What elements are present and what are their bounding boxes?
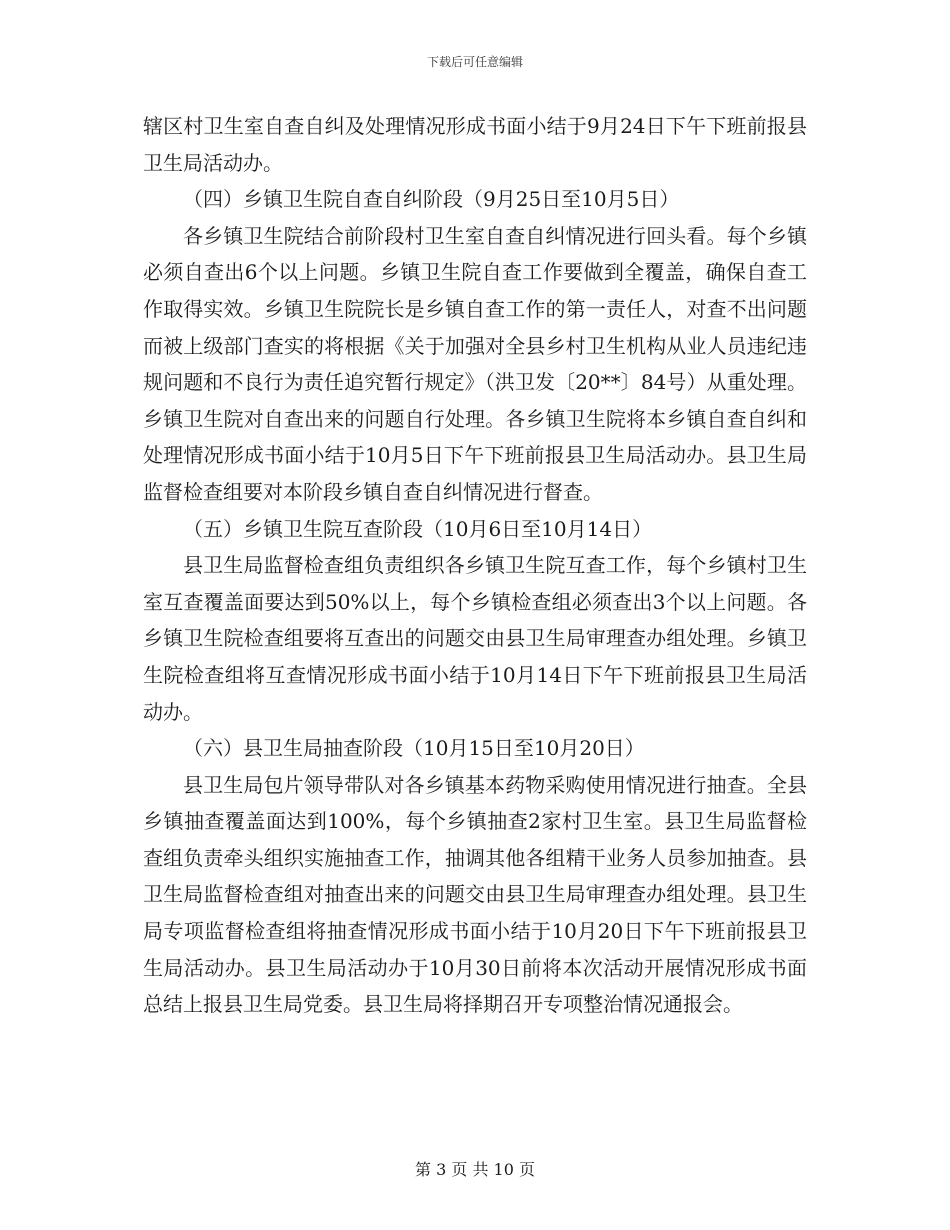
paragraph-body: 县卫生局监督检查组负责组织各乡镇卫生院互查工作，每个乡镇村卫生室互查覆盖面要达到50%以上，每个乡镇检查组必须查出3个以上问题。各乡镇卫生院检查组要将互查出的问题交由县卫生局审理查办组处理。乡镇卫生院检查组将互查情况形成书面小结于10月14日下午下班前报县卫生局活动办。 <box>143 553 807 724</box>
paragraph-body: 各乡镇卫生院结合前阶段村卫生室自查自纠情况进行回头看。每个乡镇必须自查出6个以上问题。乡镇卫生院自查工作要做到全覆盖，确保自查工作取得实效。乡镇卫生院院长是乡镇自查工作的第一责任人，对查不出问题而被上级部门查实的将根据《关于加强对全县乡村卫生机构从业人员违纪违规问题和不良行为责任追究暂行规定》（洪卫发〔20**〕84号）从重处理。乡镇卫生院对自查出来的问题自行处理。各乡镇卫生院将本乡镇自查自纠和处理情况形成书面小结于10月5日下午下班前报县卫生局活动办。县卫生局监督检查组要对本阶段乡镇自查自纠情况进行督查。 <box>143 223 807 504</box>
section-heading-5: （五）乡镇卫生院互查阶段（10月6日至10月14日） <box>183 516 653 541</box>
page-footer: 第 3 页 共 10 页 <box>415 1160 535 1179</box>
paragraph-continuation: 辖区村卫生室自查自纠及处理情况形成书面小结于9月24日下午下班前报县卫生局活动办。 <box>143 114 807 175</box>
document-body <box>143 108 807 1023</box>
page-header: 下载后可任意编辑 <box>426 55 523 69</box>
paragraph-body: 县卫生局包片领导带队对各乡镇基本药物采购使用情况进行抽查。全县乡镇抽查覆盖面达到100%，每个乡镇抽查2家村卫生室。县卫生局监督检查组负责牵头组织实施抽查工作，抽调其他各组精干业务人员参加抽查。县卫生局监督检查组对抽查出来的问题交由县卫生局审理查办组处理。县卫生局专项监督检查组将抽查情况形成书面小结于10月20日下午下班前报县卫生局活动办。县卫生局活动办于10月30日前将本次活动开展情况形成书面总结上报县卫生局党委。县卫生局将择期召开专项整治情况通报会。 <box>143 772 807 1017</box>
section-heading-4: （四）乡镇卫生院自查自纠阶段（9月25日至10月5日） <box>183 187 680 212</box>
section-heading-6: （六）县卫生局抽查阶段（10月15日至10月20日） <box>183 736 645 761</box>
